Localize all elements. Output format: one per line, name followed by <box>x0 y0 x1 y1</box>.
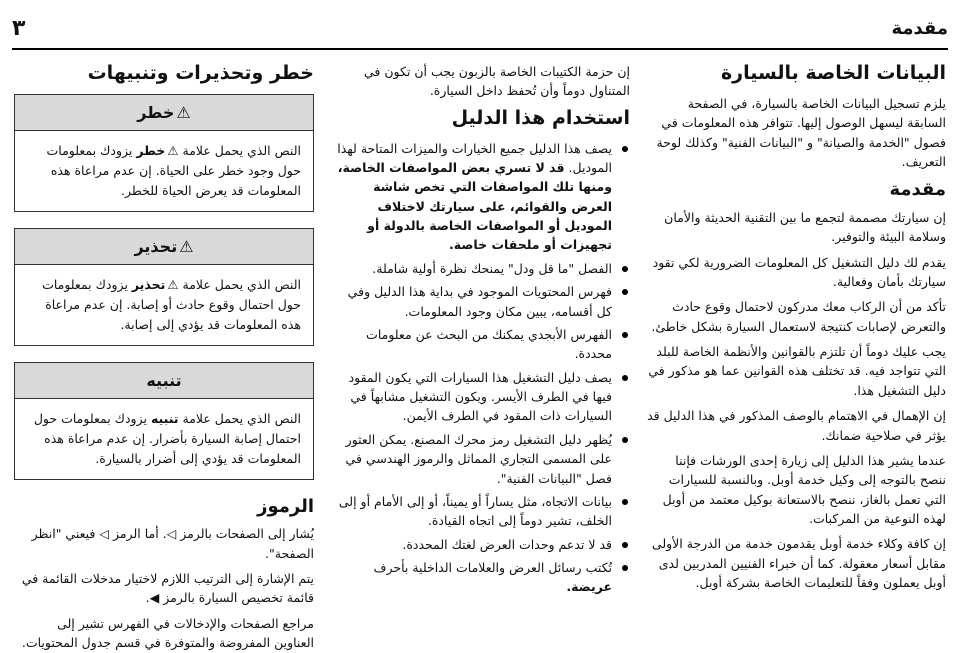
intro-paragraph: تأكد من أن الركاب معك مدركون لاحتمال وقوع حادث والتعرض لإصابات كنتيجة لاستعمال السيارة بشكل خاطئ. <box>651 299 946 334</box>
danger-box-title: خطر <box>137 102 175 122</box>
danger-text-before: النص الذي يحمل علامة <box>182 142 301 158</box>
list-item <box>330 259 630 278</box>
list-item-text: يُظهر دليل التشغيل رمز محرك المصنع. يمكن العثور على المسمى التجاري المماثل والرموز الهندسي في فصل "البيانات الفنية". <box>345 431 612 486</box>
intro-paragraph: يجب عليك دوماً أن تلتزم بالقوانين والأنظمة الخاصة للبلد التي تتواجد فيه. قد تختلف هذه القوانين عما هو مذكور في دليل التشغيل هذا. <box>648 344 946 398</box>
caution-box-body <box>15 399 313 479</box>
warning-box <box>14 228 314 346</box>
warning-text-before: النص الذي يحمل علامة <box>182 276 301 292</box>
usage-list <box>330 139 630 597</box>
intro-paragraph: يقدم لك دليل التشغيل كل المعلومات الضرورية لكي تقود سيارتك بأمان وفعالية. <box>652 254 946 289</box>
danger-box-body <box>15 131 313 211</box>
symbols-paragraph: يتم الإشارة إلى الترتيب اللازم لاختيار مدخلات القائمة في قائمة تخصيص السيارة بالرمز ◀. <box>21 571 314 606</box>
list-item-bold-text: عريضة. <box>566 579 612 595</box>
warning-text-after: يزودك بمعلومات حول احتمال وقوع حادث أو إصابة. إن عدم مراعاة هذه المعلومات قد يؤدي إلى إصابة. <box>42 276 301 332</box>
right-column <box>646 62 946 634</box>
list-item <box>330 430 630 488</box>
list-item <box>330 325 630 364</box>
bullet-dot-icon <box>622 499 628 505</box>
left-column <box>14 62 314 651</box>
list-item-text: تُكتب رسائل العرض والعلامات الداخلية بأحرف <box>373 560 612 575</box>
page-number: ٣ <box>12 15 26 41</box>
intro-paragraph: إن الإهمال في الاهتمام بالوصف المذكور في هذا الدليل قد يؤثر في صلاحية ضمانك. <box>647 408 946 443</box>
intro-paragraph: إن كافة وكلاء خدمة أوبل يقدمون خدمة من الدرجة الأولى مقابل أسعار معقولة. كما أن خبراء الفنيين المدربين لدى أوبل يعملون وفقاً للتعليمات الخاصة بشركة أوبل. <box>651 536 946 591</box>
warning-keyword: تحذير <box>131 276 166 292</box>
list-item-text: فهرس المحتويات الموجود في بداية هذا الدليل وفي كل أقسامه، يبين مكان وجود المعلومات. <box>347 284 612 319</box>
bullet-dot-icon <box>622 437 628 443</box>
caution-box-title: تنبيه <box>146 370 182 390</box>
caution-text-before: النص الذي يحمل علامة <box>182 410 301 426</box>
caution-text-after: يزودك بمعلومات حول احتمال إصابة السيارة بأضرار. إن عدم مراعاة هذه المعلومات قد يؤدي إلى أضرار بالسيارة. <box>33 410 301 466</box>
list-item <box>330 139 630 255</box>
warning-triangle-icon: ⚠ <box>167 276 179 292</box>
list-item <box>330 492 630 531</box>
danger-box <box>14 94 314 212</box>
caution-keyword: تنبيه <box>150 410 179 426</box>
list-item <box>330 282 630 321</box>
intro-paragraph: إن سيارتك مصممة لتجمع ما بين التقنية الحديثة والأمان وسلامة البيئة والتوفير. <box>664 209 946 245</box>
caution-box <box>14 362 314 480</box>
symbols-title: الرموز <box>257 495 314 517</box>
bullet-dot-icon <box>622 375 628 381</box>
bullet-dot-icon <box>622 542 628 548</box>
warning-box-header <box>15 229 313 265</box>
middle-column <box>330 62 630 634</box>
vehicle-data-intro: يلزم تسجيل البيانات الخاصة بالسيارة، في الصفحة السابقة ليسهل الوصول إليها. تتوافر هذه المعلومات في فصول "الخدمة والصيانة" و "البيانات الفنية" وكذلك لوحة التعريف. <box>656 95 946 169</box>
danger-box-header <box>15 95 313 131</box>
symbols-paragraph: يُشار إلى الصفحات بالرمز ◁. أما الرمز ◁ فيعني "انظر الصفحة". <box>31 526 314 561</box>
list-item-text: يصف دليل التشغيل هذا السيارات التي يكون المقود فيها في الطرف الأيسر. ويكون التشغيل مشابهاً في السيارات ذات المقود في الطرف الأيمن. <box>348 369 612 424</box>
intro-paragraph: عندما يشير هذا الدليل إلى زيارة إحدى الورشات فإننا ننصح بالتوجه إلى وكيل خدمة أوبل. وبالنسبة للسيارات التي تعمل بالغاز، ننصح بالاستعانة بوكيل معتمد من أوبل لهذه النوعية من المركبات. <box>662 452 946 526</box>
warning-triangle-icon: ⚠ <box>167 142 179 158</box>
caution-box-header <box>15 363 313 399</box>
introduction-title: مقدمة <box>889 179 946 201</box>
bullet-dot-icon <box>622 146 628 152</box>
danger-text-after: يزودك بمعلومات حول وجود خطر على الحياة. إن عدم مراعاة هذه المعلومات قد يعرض الحياة للخطر. <box>46 142 301 198</box>
list-item-text: الفصل "ما قل ودل" يمنحك نظرة أولية شاملة. <box>372 260 612 276</box>
danger-keyword: خطر <box>136 142 166 158</box>
customer-kit-note: إن حزمة الكتيبات الخاصة بالزبون يجب أن تكون في المتناول دوماً وأن تُحفظ داخل السيارة. <box>363 64 630 99</box>
page-header-title: مقدمة <box>891 17 948 39</box>
list-item-text: الفهرس الأبجدي يمكنك من البحث عن معلومات محددة. <box>366 326 612 362</box>
list-item <box>330 535 630 554</box>
bullet-dot-icon <box>622 289 628 295</box>
warning-triangle-icon: ⚠ <box>179 236 194 256</box>
warning-triangle-icon: ⚠ <box>176 102 191 122</box>
list-item-text: قد لا تدعم وحدات العرض لغتك المحددة. <box>402 536 612 552</box>
bullet-dot-icon <box>622 565 628 571</box>
warnings-title: خطر وتحذيرات وتنبيهات <box>87 62 314 84</box>
list-item <box>330 368 630 426</box>
list-item <box>330 558 630 597</box>
bullet-dot-icon <box>622 266 628 272</box>
bullet-dot-icon <box>622 332 628 338</box>
symbols-paragraph: مراجع الصفحات والإدخالات في الفهرس تشير إلى العناوين المفروضة والمتوفرة في قسم جدول المحتويات. <box>21 615 314 651</box>
vehicle-data-title: البيانات الخاصة بالسيارة <box>720 62 946 84</box>
warning-box-body <box>15 265 313 345</box>
list-item-text: بيانات الاتجاه، مثل يساراً أو يميناً، أو إلى الأمام أو إلى الخلف، تشير دوماً إلى اتجاه القيادة. <box>338 493 612 529</box>
warning-box-title: تحذير <box>134 236 178 256</box>
list-item-bold-text: قد لا تسري بعض المواصفات الخاصة، ومنها تلك المواصفات التي تخص شاشة العرض والقوائم، على سيارتك لاختلاف الموديل أو المواصفات الخاصة بالدولة أو تجهيزات أو ملحقات خاصة. <box>337 159 612 253</box>
using-manual-title: استخدام هذا الدليل <box>451 106 630 129</box>
list-item-text: يصف هذا الدليل جميع الخيارات والميزات المتاحة لهذا الموديل. <box>337 140 612 175</box>
page-header <box>12 8 948 50</box>
